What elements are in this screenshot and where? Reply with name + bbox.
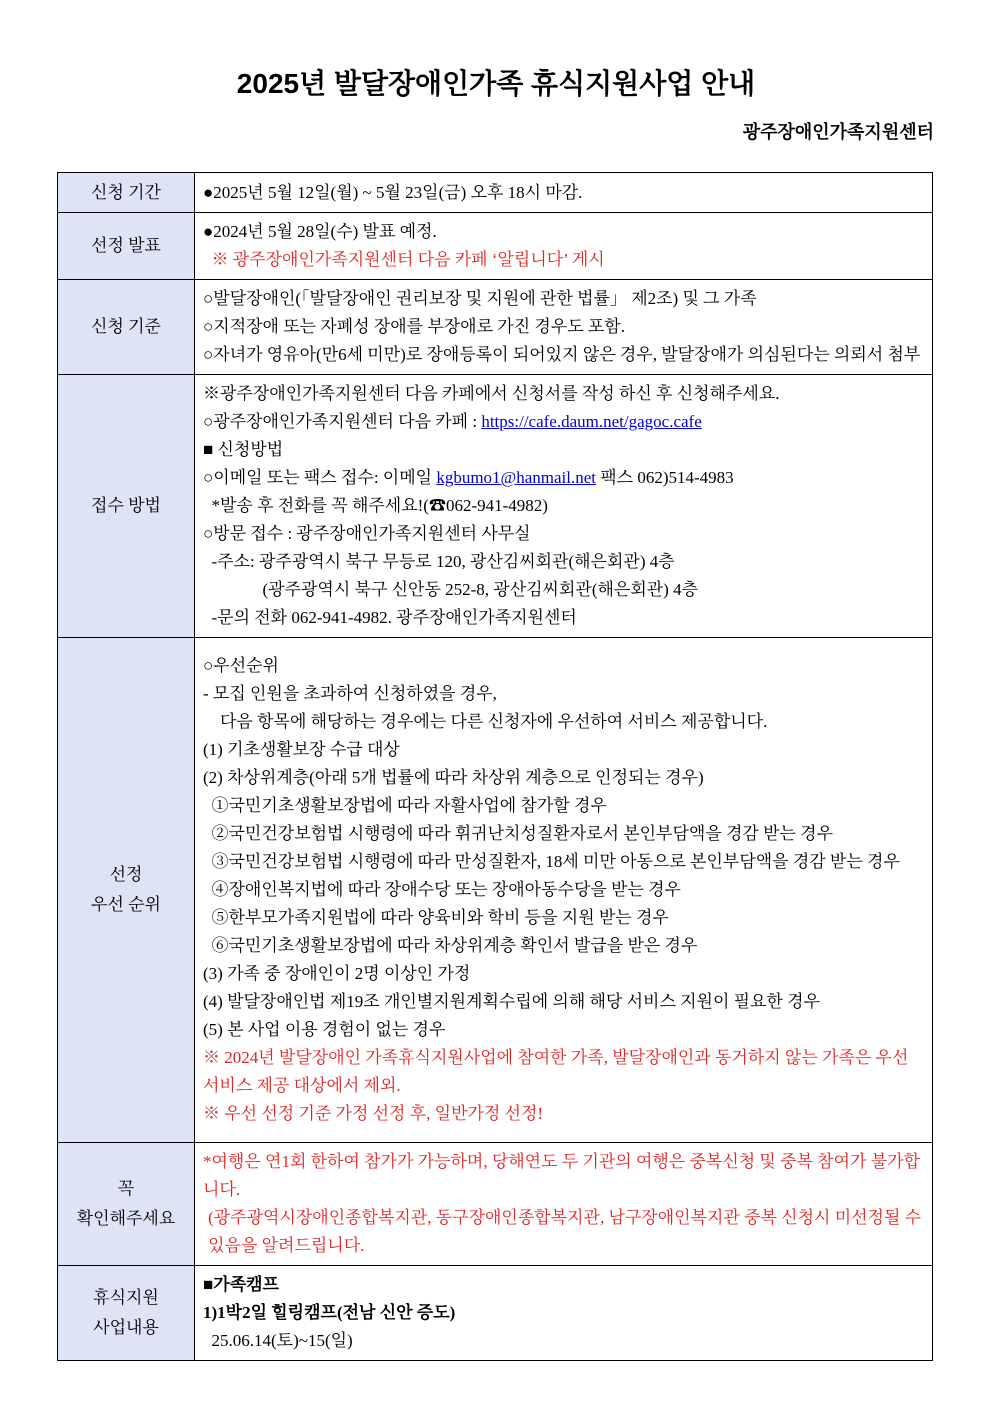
text-span: ⑥국민기초생활보장법에 따라 차상위계층 확인서 발급을 받은 경우 [211,936,698,955]
text-span: ③국민건강보험법 시행령에 따라 만성질환자, 18세 미만 아동으로 본인부담액을 경감 받는 경우 [211,852,900,871]
text-line [203,848,922,876]
text-span: (5) 본 사업 이용 경험이 없는 경우 [203,1020,446,1039]
row-label [58,173,195,212]
row-content [195,375,932,637]
text-span: ○광주장애인가족지원센터 다음 카페 : [203,412,482,431]
text-line [203,218,922,246]
text-span: ①국민기초생활보장법에 따라 자활사업에 참가할 경우 [211,796,607,815]
row-label [58,280,195,374]
row-label-line: 접수 방법 [91,496,161,515]
text-line [203,179,922,207]
row-content [195,1143,932,1265]
text-line [203,1204,922,1260]
table-row [58,213,932,280]
text-line [203,285,922,313]
text-span: ■ 신청방법 [203,440,284,459]
text-line [203,408,922,436]
text-span: ○발달장애인(「발달장애인 권리보장 및 지원에 관한 법률」 제2조) 및 그 가족 [203,289,757,308]
page-subtitle: 광주장애인가족지원센터 [742,122,934,142]
text-line [203,464,922,492]
text-span: (광주광역시 북구 신안동 252-8, 광산김씨회관(해은회관) 4층 [262,580,699,599]
row-label-line: 휴식지원 [93,1288,159,1307]
text-span: (광주광역시장애인종합복지관, 동구장애인종합복지관, 남구장애인복지관 중복 신청시 미선정될 수 있음을 알려드립니다. [208,1208,922,1255]
row-label [58,1143,195,1265]
text-span: ※ 우선 선정 기준 가정 선정 후, 일반가정 선정! [203,1104,544,1123]
text-span: ○우선순위 [203,656,279,675]
text-line [203,313,922,341]
text-line [203,1148,922,1204]
text-line [203,1299,922,1327]
text-line [203,1327,922,1355]
text-line [203,604,922,632]
row-content [195,280,932,374]
text-span: 1)1박2일 힐링캠프(전남 신안 증도) [203,1303,456,1322]
row-label [58,375,195,637]
text-line [203,876,922,904]
row-content [195,173,932,212]
text-line [203,380,922,408]
text-span: ●2025년 5월 12일(월) ~ 5월 23일(금) 오후 18시 마감. [203,182,583,202]
row-label-line: 꼭 [117,1179,135,1198]
text-span: -문의 전화 062-941-4982. 광주장애인가족지원센터 [211,608,577,627]
text-span: ○지적장애 또는 자폐성 장애를 부장애로 가진 경우도 포함. [203,317,625,336]
text-line [203,708,922,736]
text-span: ④장애인복지법에 따라 장애수당 또는 장애아동수당을 받는 경우 [211,880,681,899]
text-line [203,932,922,960]
text-span: *발송 후 전화를 꼭 해주세요!(☎062-941-4982) [211,496,548,515]
text-line [203,680,922,708]
notice-table [57,172,933,1361]
text-span: ※ 2024년 발달장애인 가족휴식지원사업에 참여한 가족, 발달장애인과 동거하지 않는 가족은 우선 서비스 제공 대상에서 제외. [203,1048,909,1095]
text-line [203,792,922,820]
text-line [203,576,922,604]
text-line [203,904,922,932]
table-row [58,1266,932,1360]
text-line [203,520,922,548]
text-line [203,652,922,680]
row-label [58,213,195,279]
row-label-line: 신청 기준 [91,317,161,336]
text-span: *여행은 연1회 한하여 참가가 가능하며, 당해연도 두 기관의 여행은 중복신청 및 중복 참여가 불가합니다. [203,1152,920,1199]
text-span: 다음 항목에 해당하는 경우에는 다른 신청자에 우선하여 서비스 제공합니다. [220,712,768,731]
text-span: ※광주장애인가족지원센터 다음 카페에서 신청서를 작성 하신 후 신청해주세요. [203,384,780,403]
text-span: ※ 광주장애인가족지원센터 다음 카페 ‘알립니다’ 게시 [211,250,605,269]
text-line [203,436,922,464]
table-row [58,280,932,375]
text-line [203,1100,922,1128]
text-line [203,246,922,274]
row-label-line: 우선 순위 [91,895,161,914]
text-span: ■가족캠프 [203,1275,279,1294]
row-content [195,638,932,1142]
table-row [58,375,932,638]
text-span: ●2024년 5월 28일(수) 발표 예정. [203,222,437,241]
row-label-line: 선정 발표 [91,236,161,255]
text-span: ○자녀가 영유아(만6세 미만)로 장애등록이 되어있지 않은 경우, 발달장애가 의심된다는 의뢰서 첨부 [203,345,921,364]
text-span: ②국민건강보험법 시행령에 따라 휘귀난치성질환자로서 본인부담액을 경감 받는 경우 [211,824,834,843]
text-span: ○방문 접수 : 광주장애인가족지원센터 사무실 [203,524,531,543]
hyperlink[interactable]: https://cafe.daum.net/gagoc.cafe [481,412,702,431]
text-span: - 모집 인원을 초과하여 신청하였을 경우, [203,684,497,703]
text-line [203,960,922,988]
row-label-line: 사업내용 [93,1318,159,1337]
hyperlink[interactable]: kgbumo1@hanmail.net [436,468,596,487]
text-line [203,764,922,792]
text-span: ⑤한부모가족지원법에 따라 양육비와 학비 등을 지원 받는 경우 [211,908,669,927]
table-row [58,173,932,213]
text-span: ○이메일 또는 팩스 접수: 이메일 [203,468,437,487]
row-label-line: 확인해주세요 [76,1209,176,1228]
row-label-line: 선정 [109,865,143,884]
text-line [203,548,922,576]
row-label [58,1266,195,1360]
text-span: (2) 차상위계층(아래 5개 법률에 따라 차상위 계층으로 인정되는 경우) [203,768,704,787]
text-span: (4) 발달장애인법 제19조 개인별지원계획수립에 의해 해당 서비스 지원이 필요한 경우 [203,992,820,1011]
text-line [203,736,922,764]
row-content [195,1266,932,1360]
text-line [203,820,922,848]
text-line [203,1016,922,1044]
table-row [58,638,932,1143]
text-span: -주소: 광주광역시 북구 무등로 120, 광산김씨회관(해은회관) 4층 [211,552,675,571]
text-line [203,1271,922,1299]
row-label-line: 신청 기간 [91,182,161,202]
text-span: 25.06.14(토)~15(일) [211,1331,353,1350]
text-span: (1) 기초생활보장 수급 대상 [203,740,400,759]
text-line [203,492,922,520]
text-span: 팩스 062)514-4983 [595,468,734,487]
text-line [203,1044,922,1100]
page-title: 2025년 발달장애인가족 휴식지원사업 안내 [236,68,756,99]
row-content [195,213,932,279]
text-line [203,341,922,369]
text-span: (3) 가족 중 장애인이 2명 이상인 가정 [203,964,471,983]
table-row [58,1143,932,1266]
row-label [58,638,195,1142]
text-line [203,988,922,1016]
